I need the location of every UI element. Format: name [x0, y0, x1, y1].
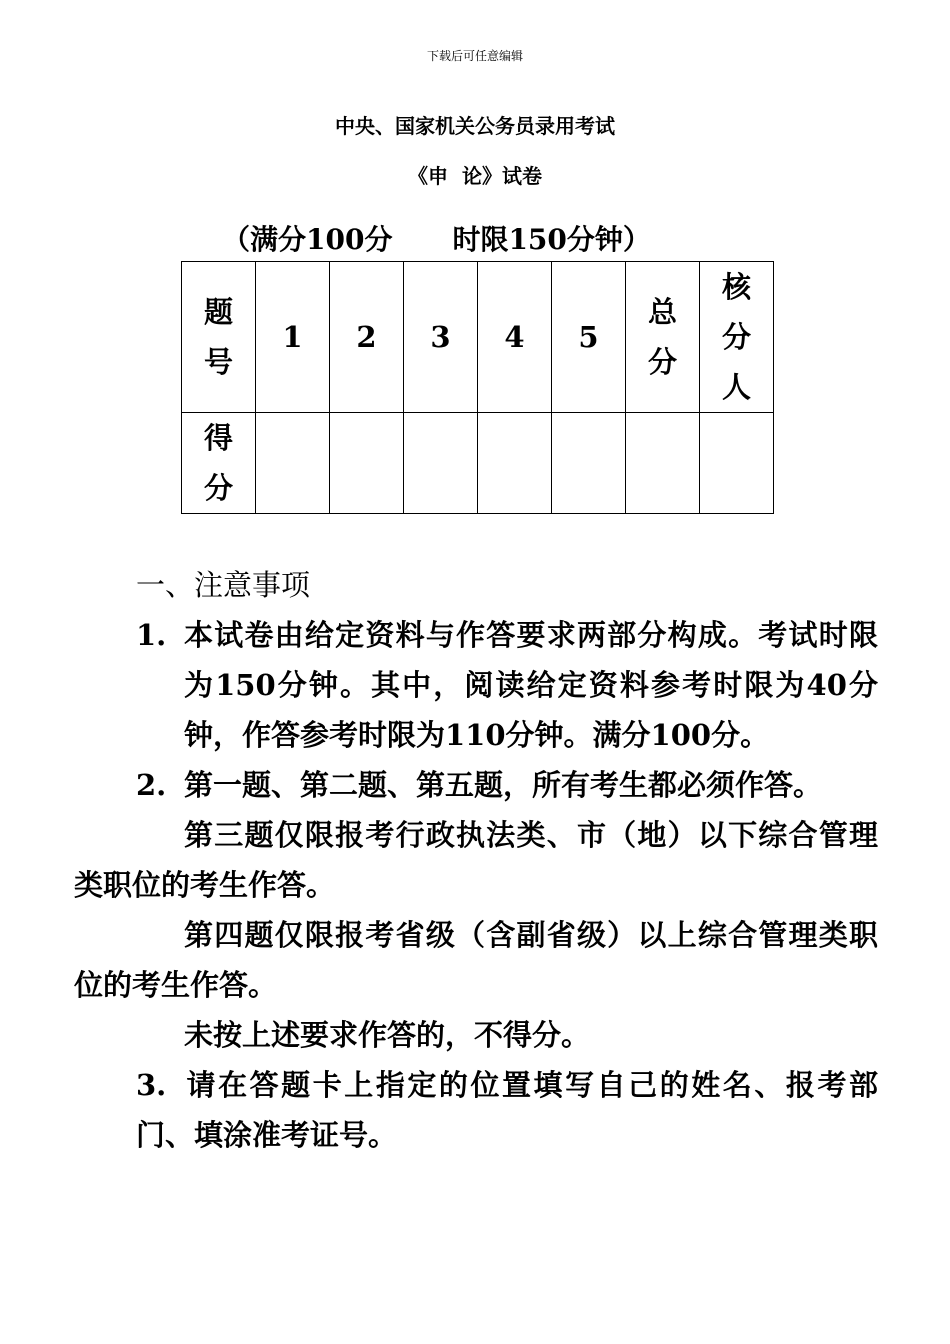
- cell-score-q4[interactable]: [478, 413, 552, 514]
- note-item-2-para-1: 第三题仅限报考行政执法类、市（地）以下综合管理类职位的考生作答。: [74, 818, 878, 902]
- note-item-2-text: 第一题、第二题、第五题，所有考生都必须作答。: [184, 768, 823, 802]
- cell-score-q5[interactable]: [552, 413, 626, 514]
- cell-q4: 4: [478, 262, 552, 413]
- note-item-1: [74, 610, 878, 760]
- cell-q1: 1: [256, 262, 330, 413]
- cell-score-q3[interactable]: [404, 413, 478, 514]
- note-item-1-text: 本试卷由给定资料与作答要求两部分构成。考试时限为150分钟。其中，阅读给定资料参考时限为40分钟，作答参考时限为110分钟。满分100分。: [184, 618, 878, 752]
- cell-total-label: 总分: [626, 262, 700, 413]
- time-limit: 时限150分钟）: [452, 223, 651, 256]
- cell-question-no-label: 题号: [182, 262, 256, 413]
- cell-q2: 2: [330, 262, 404, 413]
- note-item-2-number: 2.: [136, 768, 167, 802]
- note-item-3: [74, 1060, 878, 1160]
- note-item-3-text: 请在答题卡上指定的位置填写自己的姓名、报考部门、填涂准考证号。: [136, 1068, 878, 1152]
- header-note: 下载后可任意编辑: [426, 49, 523, 63]
- notes-section: [74, 560, 878, 1160]
- cell-score-label: 得分: [182, 413, 256, 514]
- cell-score-q2[interactable]: [330, 413, 404, 514]
- cell-q5: 5: [552, 262, 626, 413]
- note-item-2: [74, 760, 878, 810]
- exam-title: 中央、国家机关公务员录用考试: [335, 114, 615, 138]
- note-item-2-para-3: 未按上述要求作答的，不得分。: [184, 1018, 591, 1052]
- cell-checker-label: 核分人: [700, 262, 774, 413]
- cell-q3: 3: [404, 262, 478, 413]
- full-score: （满分100分: [222, 223, 393, 256]
- score-table-header-row: [182, 262, 774, 413]
- cell-score-q1[interactable]: [256, 413, 330, 514]
- cell-score-checker[interactable]: [700, 413, 774, 514]
- exam-limits: [222, 218, 651, 258]
- cell-score-total[interactable]: [626, 413, 700, 514]
- note-item-2-para-2: 第四题仅限报考省级（含副省级）以上综合管理类职位的考生作答。: [74, 918, 878, 1002]
- score-table: [181, 261, 774, 514]
- note-item-1-number: 1.: [136, 618, 167, 652]
- section-title: 一、注意事项: [136, 568, 311, 602]
- note-item-3-number: 3.: [136, 1068, 167, 1102]
- paper-title: 《申 论》试卷: [408, 164, 542, 188]
- score-table-score-row: [182, 413, 774, 514]
